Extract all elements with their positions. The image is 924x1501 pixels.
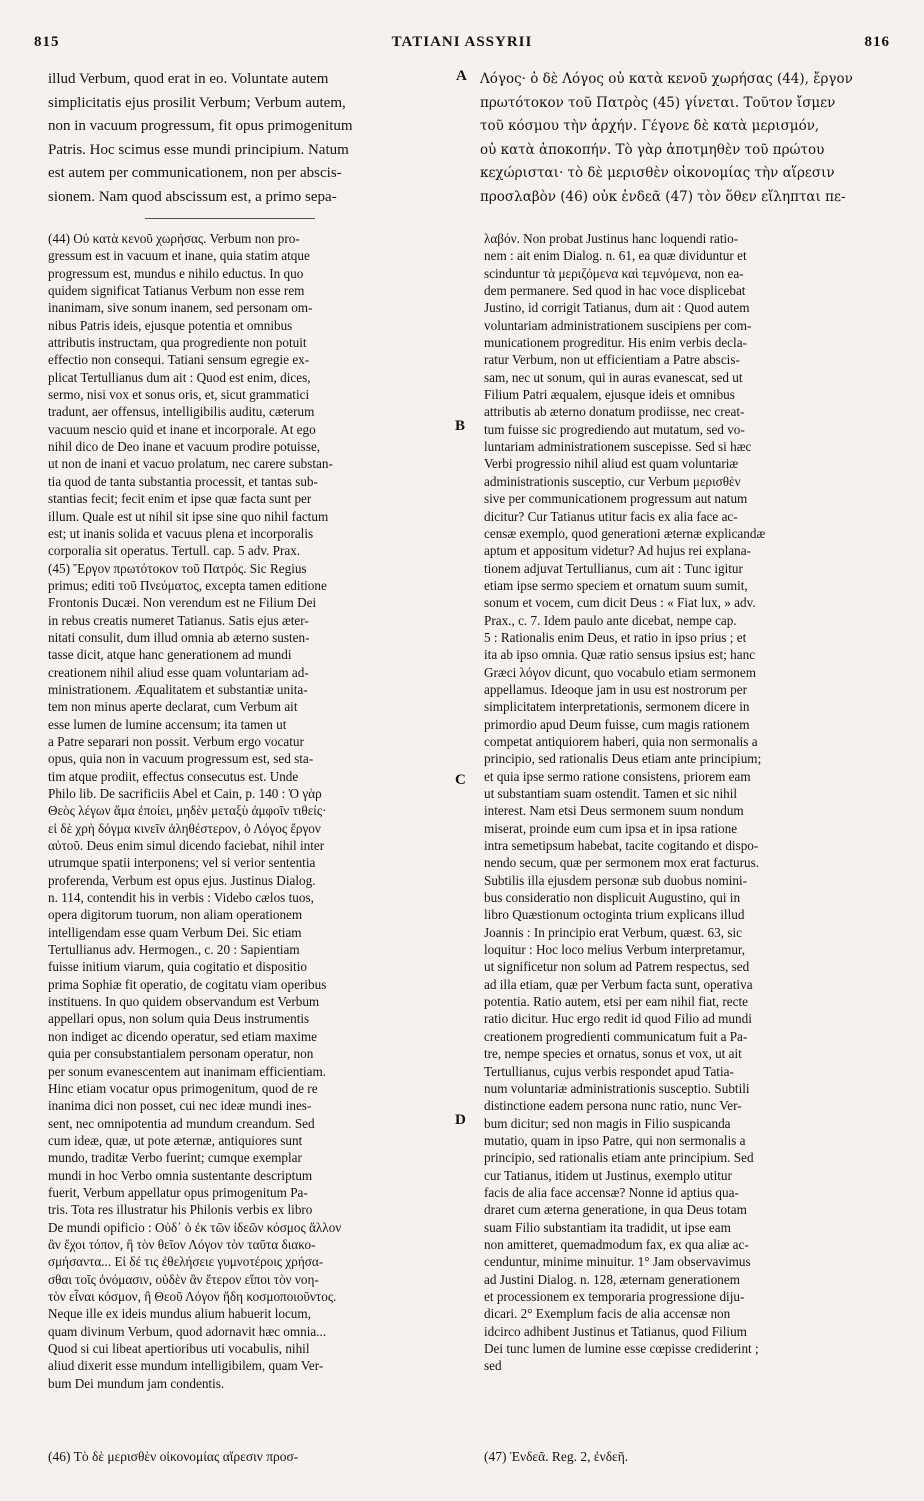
text-line: Prax., c. 7. Idem paulo ante dicebat, nempe cap.	[484, 612, 737, 628]
text-line: esse lumen de lumine accensum; ita tamen ut	[48, 716, 287, 732]
text-line: ratur Verbum, non ut efficientiam a Patre abscis-	[484, 352, 740, 368]
text-line: sonum et vocem, cum dicit Deus : « Fiat lux, » adv.	[484, 595, 756, 611]
text-line: attributis instructam, qua progrediente non potuit	[48, 335, 307, 351]
text-line: cur Tatianus, itidem ut Justinus, exemplo utitur	[484, 1167, 732, 1183]
text-line: ministrationem. Æqualitatem et substantiæ unita-	[48, 681, 308, 697]
notes-right-column	[484, 230, 880, 1375]
footnote-47: (47) Ἐνδεᾶ. Reg. 2, ἐνδεῆ.	[484, 1449, 629, 1464]
text-line: simplicitatem interpretationis, sermonem dicere in	[484, 699, 750, 715]
text-line: utrumque spatii interponens; vel si verior sententia	[48, 855, 316, 871]
text-line: fuisse initium viarum, quia cogitatio et dispositio	[48, 959, 307, 975]
text-line: n. 114, contendit his in verbis : Videbo cælos tuos,	[48, 890, 314, 906]
text-line: 5 : Rationalis enim Deus, et ratio in ipso prius ; et	[484, 629, 747, 645]
text-line: gressum est in vacuum et inane, quia statim atque	[48, 248, 310, 264]
text-line: interest. Nam etsi Deus sermonem suum nondum	[484, 803, 744, 819]
text-line: tum fuisse sic progrediendo aut mutatum, sed vo-	[484, 421, 745, 437]
text-line: quam divinum Verbum, quod adornavit hæc omnia...	[48, 1323, 327, 1339]
main-text	[48, 68, 876, 210]
text-line: attributis ab æterno donatum prodiisse, nec creat-	[484, 404, 745, 420]
text-line: Verbi progressio nihil aliud est quam voluntariæ	[484, 456, 739, 472]
text-line: instituens. In quo quidem observandum est Verbum	[48, 994, 320, 1010]
text-line: primus; editi τοῦ Πνεύματος, excepta tamen editione	[48, 577, 327, 593]
text-line: et processionem ex temporaria progressione diju-	[484, 1288, 745, 1304]
text-line: bum dicitur; sed non magis in Filio suspicanda	[484, 1115, 731, 1131]
text-line: Hinc etiam vocatur opus primogenitum, quod de re	[48, 1080, 318, 1096]
text-line: tris. Tota res illustratur his Philonis verbis ex libro	[48, 1202, 313, 1218]
text-line: οὐ κατὰ ἀποκοπήν. Τὸ γὰρ ἀποτμηθὲν τοῦ πρώτου	[480, 141, 825, 158]
text-line: vacuum nescio quid et inane et incorporale. At ego	[48, 421, 316, 437]
footnote-rule	[145, 218, 315, 219]
text-line: nendo secum, quæ per sermonem mox erat facturus.	[484, 855, 760, 871]
text-line: administrationis susceptio, cur Verbum μερισθὲν	[484, 473, 741, 489]
text-line: principio, sed rationalis Deus etiam ante principium;	[484, 751, 762, 767]
text-line: inanima dici non posset, cui nec ideæ mundi ines-	[48, 1098, 312, 1114]
text-line: sermo, nisi vox et sonus oris, et, sicut grammatici	[48, 387, 310, 403]
text-line: sent, nec omnipotentia ad mundum creandum. Sed	[48, 1115, 315, 1131]
text-line: draret cum æterna generatione, in qua Deus totam	[484, 1202, 747, 1218]
text-line: tre, nempe species et ornatus, sonus et vox, ut ait	[484, 1046, 742, 1062]
text-line: Justino, id corrigit Tatianus, dum ait : Quod autem	[484, 300, 750, 316]
text-line: κεχώρισται· τὸ δὲ μερισθὲν οἰκονομίας τὴν αἵρεσιν	[480, 165, 835, 181]
text-line: σμήσαντα... Εἰ δέ τις ἐθελήσειε γυμνοτέροις χρήσα-	[48, 1254, 324, 1270]
text-line: voluntariam administrationem suscipiens per com-	[484, 317, 752, 333]
text-line: corporalia sit operatus. Tertull. cap. 5 adv. Prax.	[48, 543, 301, 559]
text-line: opera digitorum tuorum, non aliam operationem	[48, 907, 303, 923]
text-line: aptum et appositum videtur? Ad hujus rei explana-	[484, 543, 751, 559]
text-line: stantias fecit; fecit enim et ipse quæ facta sunt per	[48, 491, 312, 507]
text-line: Tertullianus, cujus verbis respondet apud Tatia-	[484, 1063, 734, 1079]
text-line: inanimam, sive sonum inanem, sed personam om-	[48, 300, 313, 316]
notes-left-column	[48, 230, 448, 1392]
text-line: scinduntur τὰ μεριζόμενα καὶ τεμνόμενα, non ea-	[484, 265, 744, 281]
text-line: luntariam administrationem suscepisse. Sed si hæc	[484, 439, 752, 455]
margin-marker-a: A	[456, 68, 467, 84]
text-line: in rebus creatis numeret Tatianus. Satis ejus æter-	[48, 612, 309, 628]
text-line: prima Sophiæ fit operatio, de cogitatu viam operibus	[48, 976, 327, 992]
text-line: mutatio, quam in ipso Patre, qui non sermonalis a	[484, 1132, 746, 1148]
text-line: nitati consulit, dum illud omnia ab æterno susten-	[48, 629, 310, 645]
text-line: tasse dicit, atque hanc generationem ad mundi	[48, 647, 292, 663]
text-line: municationem progreditur. His enim verbis decla-	[484, 335, 747, 351]
text-line: ut substantiam suam ostendit. Tamen et sic nihil	[484, 786, 738, 801]
text-line: Θεὸς λέγων ἅμα ἐποίει, μηδὲν μεταξὺ ἀμφοῖν τιθείς·	[48, 803, 327, 819]
text-line: per sonum evanescentem aut inanimam efficientiam.	[48, 1063, 327, 1079]
text-line: σθαι τοῖς ὀνόμασιν, οὐδὲν ἂν ἕτερον εἴποι τὸν νοη-	[48, 1271, 319, 1287]
text-line: πρωτότοκον τοῦ Πατρὸς (45) γίνεται. Τοῦτον ἴσμεν	[480, 94, 836, 111]
text-line: aliud dixerit esse mundum intelligibilem, quam Ver-	[48, 1358, 324, 1374]
text-line: Tertullianus adv. Hermogen., c. 20 : Sapientiam	[48, 942, 300, 958]
text-line: Quod si cui libeat apertioribus uti vocabulis, nihil	[48, 1341, 310, 1356]
text-line: τὸν εἶναι κόσμον, ἢ Θεοῦ Λόγον ἤδη κοσμοποιοῦντος.	[48, 1288, 337, 1304]
text-line: tim atque prodiit, effectus consecutus est. Unde	[48, 768, 299, 784]
text-line: Græci λόγον dicunt, quo vocabulo etiam sermonem	[484, 664, 756, 680]
text-line: nibus Patris ideis, ejusque potentia et omnibus	[48, 317, 293, 333]
text-line: creationem progredienti communicatum fuit a Pa-	[484, 1028, 748, 1044]
margin-marker-c: C	[455, 772, 466, 788]
text-line: fuerit, Verbum appellatur opus primogenitum Pa-	[48, 1184, 308, 1200]
main-latin-column	[48, 68, 468, 209]
text-line: ad illa etiam, quæ per Verbum facta sunt, operativa	[484, 976, 753, 992]
text-line: tia quod de tanta substantia processit, et tantas sub-	[48, 473, 318, 489]
text-line: sionem. Nam quod abscissum est, a primo sepa-	[48, 188, 337, 205]
text-line: De mundi opificio : Οὐδ᾽ ὁ ἐκ τῶν ἰδεῶν κόσμος ἄλλον	[48, 1219, 342, 1235]
text-line: sive per communicationem progressum aut natum	[484, 491, 748, 507]
page-number-right: 816	[864, 34, 890, 50]
text-line: opus, quia non in vacuum progressum est, sed sta-	[48, 751, 314, 767]
text-line: mundi in hoc Verbo omnia sustentante descriptum	[48, 1167, 313, 1183]
text-line: λαβόν. Non probat Justinus hanc loquendi ratio-	[484, 231, 739, 246]
text-line: non amitteret, quemadmodum fax, ex qua aliæ ac-	[484, 1236, 749, 1252]
text-line: cum ideæ, quæ, ut pote æternæ, antiquiores sunt	[48, 1132, 303, 1148]
text-line: tionem adjuvat Tertullianus, cum ait : Tunc igitur	[484, 560, 743, 576]
text-line: (44) Οὐ κατὰ κενοῦ χωρήσας. Verbum non pro-	[48, 231, 300, 246]
text-line: ἂν ἔχοι τόπον, ἢ τὸν θεῖον Λόγον τὸν ταῦτα διακο-	[48, 1236, 316, 1252]
text-line: Dei tunc lumen de lumine esse cœpisse crediderint ;	[484, 1341, 759, 1356]
text-line: potentia. Ratio autem, etsi per eam nihil fiat, recte	[484, 994, 749, 1010]
text-line: ad Justini Dialog. n. 128, æternam generationem	[484, 1271, 741, 1287]
text-line: ita ab ipso omnia. Quæ ratio sensus ipsius est; hanc	[484, 647, 756, 663]
text-line: intra semetipsum habebat, tacite cogitando et dispo-	[484, 838, 759, 854]
text-line: simplicitatis ejus prosilit Verbum; Verbum autem,	[48, 94, 346, 111]
text-line: bus consideratio non displicuit Augustino, qui in	[484, 890, 741, 906]
text-line: Patris. Hoc scimus esse mundi principium. Natum	[48, 141, 349, 158]
text-line: mundo, traditæ Verbo fuerint; cumque exemplar	[48, 1150, 302, 1166]
text-line: intelligendam esse quam Verbum Dei. Sic etiam	[48, 924, 302, 940]
page-number-left: 815	[34, 34, 60, 50]
text-line: progressum est, mundus e nihilo eductus. In quo	[48, 265, 304, 281]
text-line: a Patre separari non possit. Verbum ergo vocatur	[48, 733, 304, 749]
text-line: εἰ δὲ χρὴ δόγμα κινεῖν ἀληθέστερον, ὁ Λόγος ἔργον	[48, 820, 321, 836]
text-line: ratio dicitur. Huc ergo redit id quod Filio ad mundi	[484, 1011, 752, 1027]
text-line: ut non de inani et vacuo prolatum, nec carere substan-	[48, 456, 333, 472]
text-line: appellari opus, non solum quia Deus instrumentis	[48, 1011, 310, 1027]
text-line: effectio non consequi. Tatiani sensum egregie ex-	[48, 352, 310, 368]
text-line: ut significetur non solum ad Patrem respectus, sed	[484, 959, 750, 975]
page-header	[34, 34, 890, 56]
text-line: Λόγος· ὁ δὲ Λόγος οὐ κατὰ κενοῦ χωρήσας (44), ἔργον	[480, 71, 853, 87]
text-line: dicari. 2° Exemplum facis de alia accensæ non	[484, 1306, 731, 1322]
text-line: τοῦ κόσμου τὴν ἀρχήν. Γέγονε δὲ κατὰ μερισμόν,	[480, 118, 820, 134]
text-line: est; ut inanis solida et vacuus plena et incorporalis	[48, 525, 314, 541]
text-line: appellamus. Ideoque jam in usu est nostrorum per	[484, 681, 747, 697]
text-line: libro Quæstionum octoginta trium explicans illud	[484, 907, 745, 923]
text-line: tem non minus aperte declarat, cum Verbum ait	[48, 699, 298, 715]
text-line: principio, sed rationalis etiam ante principium. Sed	[484, 1150, 754, 1166]
text-line: distinctione eadem persona nunc ratio, nunc Ver-	[484, 1098, 742, 1114]
text-line: miserat, proinde eum cum ipsa et in ipsa ratione	[484, 820, 738, 836]
text-line: sed	[484, 1358, 502, 1374]
text-line: nem : ait enim Dialog. n. 61, ea quæ dividuntur et	[484, 248, 747, 264]
main-greek-column	[480, 68, 880, 209]
text-line: plicat Tertullianus dum ait : Quod est enim, dices,	[48, 369, 311, 385]
text-line: proferenda, Verbum est opus ejus. Justinus Dialog.	[48, 872, 316, 888]
text-line: censæ exemplo, quod generationi æternæ explicandæ	[484, 525, 766, 541]
text-line: illum. Quale est ut nihil sit ipse sine quo nihil factum	[48, 508, 329, 524]
text-line: cenduntur, minime minuitur. 1° Jam observavimus	[484, 1254, 751, 1270]
text-line: Philo lib. De sacrificiis Abel et Cain, p. 140 : Ὁ γὰρ	[48, 786, 322, 801]
text-line: loquitur : Hoc loco melius Verbum interpretamur,	[484, 942, 746, 958]
text-line: bum Dei mundum jam condentis.	[48, 1375, 225, 1391]
text-line: nihil dico de Deo inane et vacuum prodire potuisse,	[48, 439, 321, 455]
margin-marker-b: B	[455, 418, 466, 434]
text-line: προσλαβὸν (46) οὐκ ἐνδεᾶ (47) τὸν ὅθεν εἴληπται πε-	[480, 188, 846, 205]
text-line: non indiget ac dicendo operatur, sed etiam maxime	[48, 1028, 317, 1044]
text-line: facis de alia face accensæ? Nonne id aptius qua-	[484, 1184, 739, 1200]
text-line: Frontonis Ducæi. Non verendum est ne Filium Dei	[48, 595, 317, 611]
text-line: creationem nihil aliud esse quam voluntariam ad-	[48, 664, 309, 680]
text-line: Filium Patri æqualem, ejusque ideis et omnibus	[484, 387, 735, 403]
text-line: est autem per communicationem, non per abscis-	[48, 165, 342, 181]
text-line: dicitur? Cur Tatianus utitur facis ex alia face ac-	[484, 508, 738, 524]
text-line: αὐτοῦ. Deus enim simul dicendo faciebat, nihil inter	[48, 838, 325, 854]
text-line: (45) Ἔργον πρωτότοκον τοῦ Πατρός. Sic Regius	[48, 560, 307, 576]
text-line: num voluntariæ administrationis susceptio. Subtili	[484, 1080, 750, 1096]
text-line: tradunt, aer offensus, intelligibilis auditu, cæterum	[48, 404, 315, 420]
text-line: dem permanere. Sed quod in hac voce displicebat	[484, 283, 746, 299]
text-line: quidem significat Tatianus Verbum non esse rem	[48, 283, 305, 299]
text-line: sam, nec ut sonum, qui in auras evanescat, sed ut	[484, 369, 743, 385]
text-line: quia per consubstantialem personam operatur, non	[48, 1046, 314, 1062]
text-line: etiam ipse sermo speciem et ornatum suum sumit,	[484, 577, 748, 593]
running-title: TATIANI ASSYRII	[391, 34, 533, 50]
text-line: suam Filio substantiam ita tradidit, ut ipse eam	[484, 1219, 731, 1235]
text-line: et quia ipse sermo ratione consistens, priorem eam	[484, 768, 751, 784]
text-line: idcirco adhibent Justinus et Tatianus, quod Filium	[484, 1323, 747, 1339]
text-line: Joannis : In principio erat Verbum, quæst. 63, sic	[484, 924, 742, 940]
margin-marker-d: D	[455, 1112, 466, 1128]
text-line: competat antiquiorem haberi, quia non sermonalis a	[484, 733, 758, 749]
text-line: Subtilis illa ejusdem personæ sub duobus nomini-	[484, 872, 748, 888]
text-line: primordio apud Deum fuisse, cum magis rationem	[484, 716, 750, 732]
text-line: Neque ille ex ideis mundus alium habuerit locum,	[48, 1306, 311, 1322]
text-line: illud Verbum, quod erat in eo. Voluntate autem	[48, 71, 329, 87]
footnote-46: (46) Τὸ δὲ μερισθὲν οἰκονομίας αἵρεσιν προσ-	[48, 1449, 299, 1464]
text-line: non in vacuum progressum, fit opus primogenitum	[48, 118, 353, 134]
